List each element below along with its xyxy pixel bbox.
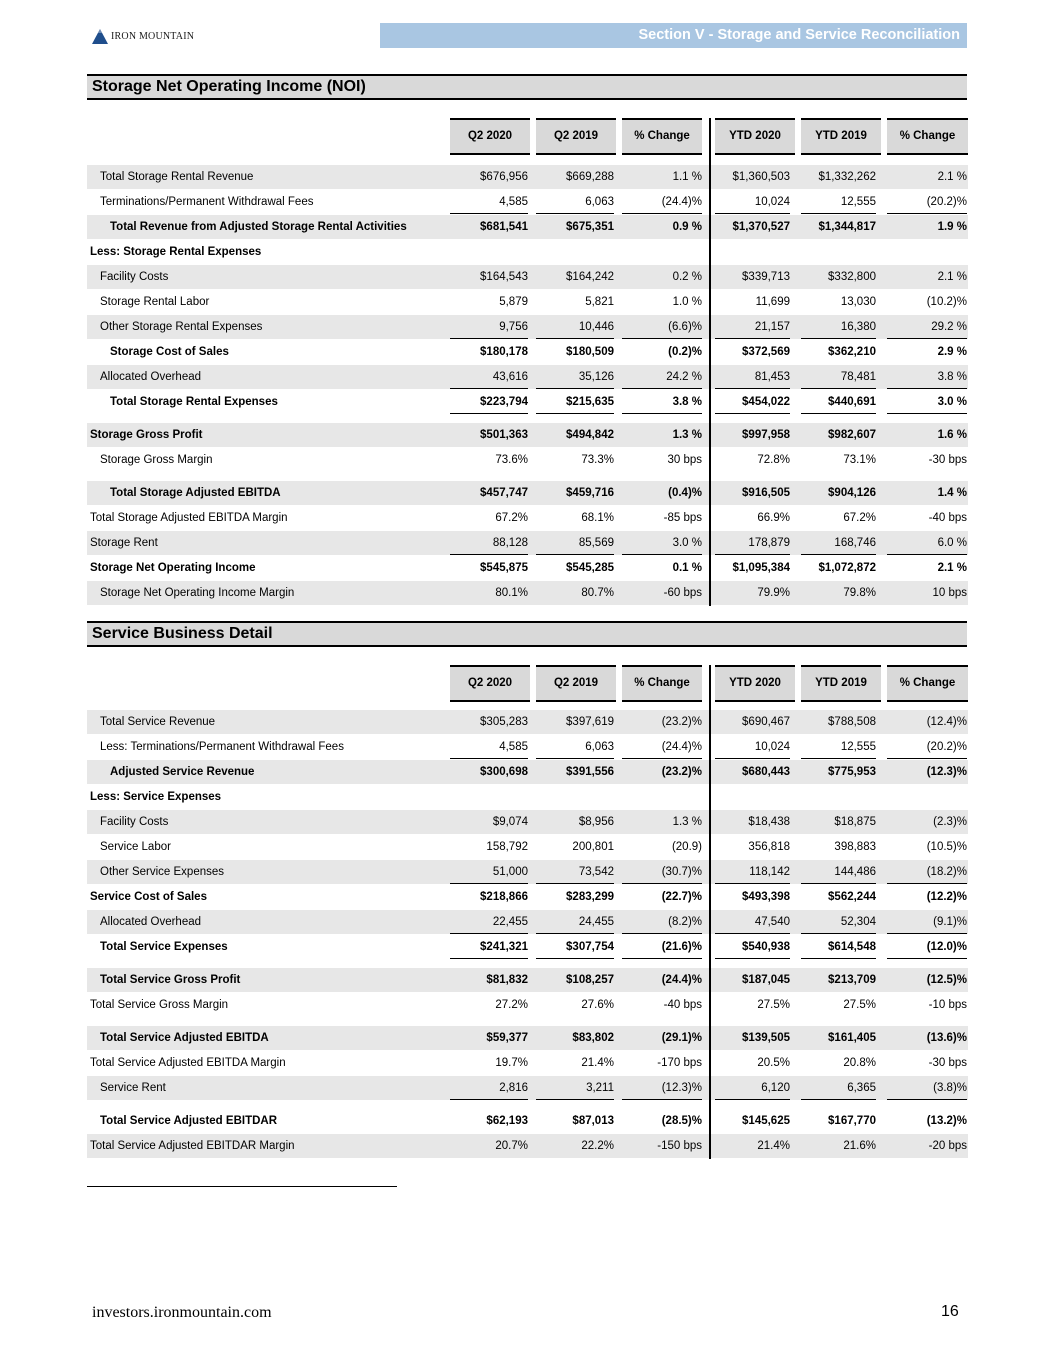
- cell-ytd-2020: $540,938: [715, 935, 790, 959]
- cell-q2-2020: 158,792: [486, 841, 528, 853]
- cell-q2-change: 1.0 %: [672, 296, 702, 308]
- cell-q2-change: (24.4)%: [622, 190, 702, 214]
- row-label: Storage Cost of Sales: [110, 346, 229, 358]
- cell-ytd-2019: 168,746: [801, 531, 876, 555]
- cell-ytd-2019: $775,953: [828, 766, 876, 778]
- cell-ytd-change: 1.6 %: [937, 429, 967, 441]
- cell-ytd-2020: 20.5%: [757, 1057, 790, 1069]
- cell-ytd-2019: 13,030: [840, 296, 876, 308]
- cell-q2-2020: 22,455: [450, 910, 528, 934]
- storage-header-ytd-2019: YTD 2019: [801, 118, 881, 155]
- cell-q2-2019: $397,619: [566, 716, 614, 728]
- cell-ytd-change: (10.2)%: [926, 296, 967, 308]
- cell-q2-2019: $83,802: [572, 1032, 614, 1044]
- section-banner: Section V - Storage and Service Reconciliation: [380, 23, 967, 48]
- cell-q2-2019: $8,956: [578, 816, 614, 828]
- service-column-header-row: [87, 665, 968, 702]
- cell-q2-change: (21.6)%: [622, 935, 702, 959]
- cell-ytd-2019: 144,486: [801, 860, 876, 884]
- row-label: Total Storage Adjusted EBITDA: [110, 487, 281, 499]
- cell-q2-change: (23.2)%: [661, 766, 702, 778]
- cell-q2-2019: 80.7%: [581, 587, 614, 599]
- cell-q2-2020: 27.2%: [495, 999, 528, 1011]
- cell-ytd-2020: $493,398: [742, 891, 790, 903]
- cell-ytd-2020: 10,024: [715, 190, 790, 214]
- table-row: [87, 365, 968, 389]
- cell-q2-2020: $305,283: [480, 716, 528, 728]
- table-row: [87, 340, 968, 364]
- cell-q2-change: -170 bps: [657, 1057, 702, 1069]
- cell-q2-2019: 200,801: [572, 841, 614, 853]
- row-label: Total Storage Rental Revenue: [100, 171, 254, 183]
- table-row: [87, 265, 968, 289]
- cell-q2-2020: $501,363: [480, 429, 528, 441]
- cell-q2-2020: $81,832: [486, 974, 528, 986]
- cell-q2-2019: $164,242: [566, 271, 614, 283]
- cell-ytd-2020: 21,157: [715, 315, 790, 339]
- cell-q2-2019: $215,635: [536, 390, 614, 414]
- cell-ytd-change: 29.2 %: [887, 315, 967, 339]
- cell-ytd-2020: 118,142: [715, 860, 790, 884]
- cell-ytd-change: (12.3)%: [926, 766, 967, 778]
- table-row: [87, 1051, 968, 1075]
- cell-q2-2019: 22.2%: [581, 1140, 614, 1152]
- cell-ytd-change: (12.0)%: [887, 935, 967, 959]
- cell-q2-2019: $108,257: [566, 974, 614, 986]
- table-row: [87, 215, 968, 239]
- cell-q2-2020: 4,585: [450, 735, 528, 759]
- table-row: [87, 1134, 968, 1158]
- cell-q2-2020: $300,698: [480, 766, 528, 778]
- cell-ytd-2020: 66.9%: [757, 512, 790, 524]
- cell-ytd-2019: 16,380: [801, 315, 876, 339]
- table-row: [87, 423, 968, 447]
- row-label: Facility Costs: [100, 271, 169, 283]
- row-label: Service Cost of Sales: [90, 891, 207, 903]
- cell-ytd-change: 1.4 %: [937, 487, 967, 499]
- cell-ytd-2020: 47,540: [715, 910, 790, 934]
- cell-ytd-2020: $187,045: [742, 974, 790, 986]
- cell-q2-2020: 2,816: [450, 1076, 528, 1100]
- cell-q2-2020: $180,178: [480, 346, 528, 358]
- row-label: Total Service Adjusted EBITDAR Margin: [90, 1140, 295, 1152]
- cell-q2-2019: $283,299: [566, 891, 614, 903]
- footnote-divider: [87, 1186, 397, 1187]
- mountain-logo-icon: [92, 29, 108, 44]
- table-row: [87, 481, 968, 505]
- cell-ytd-2020: 72.8%: [757, 454, 790, 466]
- storage-header-ytd-2020: YTD 2020: [715, 118, 795, 155]
- cell-q2-2020: $62,193: [486, 1115, 528, 1127]
- cell-q2-change: (20.9): [671, 841, 702, 853]
- cell-ytd-2019: $788,508: [828, 716, 876, 728]
- cell-ytd-2020: $139,505: [742, 1032, 790, 1044]
- service-header-ytd-2020: YTD 2020: [715, 665, 795, 702]
- cell-q2-2019: $87,013: [572, 1115, 614, 1127]
- storage-header-ytd-change: % Change: [887, 118, 968, 155]
- table-row: [87, 240, 968, 264]
- cell-ytd-change: (12.5)%: [926, 974, 967, 986]
- cell-q2-change: 0.1 %: [672, 562, 702, 574]
- table-row: [87, 315, 968, 339]
- cell-q2-2019: 73.3%: [581, 454, 614, 466]
- cell-ytd-2019: 27.5%: [843, 999, 876, 1011]
- table-row: [87, 710, 968, 734]
- cell-ytd-2020: 6,120: [715, 1076, 790, 1100]
- storage-header-q2-2020: Q2 2020: [450, 118, 530, 155]
- cell-q2-2019: 24,455: [536, 910, 614, 934]
- table-row: [87, 910, 968, 934]
- cell-ytd-2019: $562,244: [828, 891, 876, 903]
- table-row: [87, 448, 968, 472]
- cell-ytd-2020: 27.5%: [757, 999, 790, 1011]
- cell-ytd-2020: $18,438: [748, 816, 790, 828]
- storage-header-q2-change: % Change: [622, 118, 702, 155]
- cell-q2-2019: $307,754: [536, 935, 614, 959]
- cell-ytd-change: (13.6)%: [926, 1032, 967, 1044]
- cell-ytd-2020: 79.9%: [757, 587, 790, 599]
- cell-q2-2020: $164,543: [480, 271, 528, 283]
- cell-q2-2019: 6,063: [536, 190, 614, 214]
- table-row: [87, 968, 968, 992]
- cell-q2-2019: $545,285: [566, 562, 614, 574]
- cell-q2-2020: 73.6%: [495, 454, 528, 466]
- row-label: Less: Terminations/Permanent Withdrawal Fees: [100, 741, 344, 753]
- cell-ytd-2019: 78,481: [801, 365, 876, 389]
- cell-q2-2020: $545,875: [480, 562, 528, 574]
- row-label: Total Service Adjusted EBITDA: [100, 1032, 269, 1044]
- cell-ytd-change: -20 bps: [928, 1140, 967, 1152]
- cell-ytd-2019: $614,548: [801, 935, 876, 959]
- cell-q2-2019: 85,569: [536, 531, 614, 555]
- cell-ytd-2019: $904,126: [828, 487, 876, 499]
- cell-q2-change: (0.2)%: [668, 346, 702, 358]
- table-row: [87, 531, 968, 555]
- cell-ytd-2020: 10,024: [715, 735, 790, 759]
- cell-q2-2019: $675,351: [566, 221, 614, 233]
- row-label: Storage Rent: [90, 537, 158, 549]
- cell-q2-change: (29.1)%: [661, 1032, 702, 1044]
- cell-ytd-change: 2.1 %: [937, 271, 967, 283]
- cell-q2-2019: $180,509: [566, 346, 614, 358]
- cell-ytd-2019: $1,072,872: [818, 562, 876, 574]
- cell-ytd-2019: 73.1%: [843, 454, 876, 466]
- row-label: Total Service Expenses: [100, 941, 228, 953]
- row-label: Service Labor: [100, 841, 171, 853]
- cell-q2-change: (30.7)%: [622, 860, 702, 884]
- cell-ytd-change: 2.9 %: [937, 346, 967, 358]
- storage-section-title: Storage Net Operating Income (NOI): [87, 74, 967, 100]
- row-label: Less: Storage Rental Expenses: [90, 246, 262, 258]
- cell-ytd-change: (12.4)%: [926, 716, 967, 728]
- service-header-ytd-change: % Change: [887, 665, 968, 702]
- cell-q2-2020: 20.7%: [495, 1140, 528, 1152]
- cell-q2-change: -40 bps: [663, 999, 702, 1011]
- cell-ytd-2020: 178,879: [715, 531, 790, 555]
- row-label: Service Rent: [100, 1082, 166, 1094]
- cell-q2-2019: $459,716: [566, 487, 614, 499]
- service-period-separator: [709, 665, 711, 1159]
- cell-q2-2019: 35,126: [536, 365, 614, 389]
- cell-ytd-change: (2.3)%: [933, 816, 967, 828]
- cell-ytd-change: (13.2)%: [926, 1115, 967, 1127]
- cell-ytd-2020: $916,505: [742, 487, 790, 499]
- cell-q2-2019: 10,446: [536, 315, 614, 339]
- cell-ytd-2020: $145,625: [742, 1115, 790, 1127]
- row-label: Other Storage Rental Expenses: [100, 321, 263, 333]
- service-section-title: Service Business Detail: [87, 621, 967, 647]
- table-row: [87, 506, 968, 530]
- company-logo: [92, 27, 194, 45]
- cell-ytd-change: 10 bps: [932, 587, 967, 599]
- cell-ytd-2019: $440,691: [801, 390, 876, 414]
- cell-ytd-change: (9.1)%: [887, 910, 967, 934]
- cell-ytd-change: 6.0 %: [887, 531, 967, 555]
- table-row: [87, 760, 968, 784]
- row-label: Storage Rental Labor: [100, 296, 210, 308]
- cell-ytd-change: -30 bps: [928, 454, 967, 466]
- cell-q2-2020: $59,377: [486, 1032, 528, 1044]
- table-row: [87, 581, 968, 605]
- cell-q2-2020: $457,747: [480, 487, 528, 499]
- row-label: Allocated Overhead: [100, 371, 202, 383]
- service-header-q2-2020: Q2 2020: [450, 665, 530, 702]
- service-header-ytd-2019: YTD 2019: [801, 665, 881, 702]
- row-label: Total Revenue from Adjusted Storage Rental Activities: [110, 221, 407, 233]
- cell-q2-change: (0.4)%: [668, 487, 702, 499]
- cell-q2-change: -85 bps: [663, 512, 702, 524]
- cell-q2-2020: $223,794: [450, 390, 528, 414]
- table-row: [87, 935, 968, 959]
- cell-ytd-change: (10.5)%: [926, 841, 967, 853]
- footer-url[interactable]: investors.ironmountain.com: [92, 1304, 272, 1321]
- cell-ytd-change: 1.9 %: [937, 221, 967, 233]
- table-row: [87, 1026, 968, 1050]
- cell-ytd-2020: 356,818: [748, 841, 790, 853]
- cell-ytd-change: -30 bps: [928, 1057, 967, 1069]
- cell-ytd-2019: $167,770: [828, 1115, 876, 1127]
- cell-ytd-2020: $680,443: [742, 766, 790, 778]
- cell-ytd-change: 2.1 %: [937, 562, 967, 574]
- row-label: Storage Gross Margin: [100, 454, 213, 466]
- cell-q2-2020: 51,000: [450, 860, 528, 884]
- cell-q2-2019: 68.1%: [581, 512, 614, 524]
- storage-header-q2-2019: Q2 2019: [536, 118, 616, 155]
- cell-q2-change: (12.3)%: [622, 1076, 702, 1100]
- cell-ytd-2020: $997,958: [742, 429, 790, 441]
- cell-ytd-change: (12.2)%: [926, 891, 967, 903]
- row-label: Total Storage Adjusted EBITDA Margin: [90, 512, 288, 524]
- cell-q2-change: 1.3 %: [672, 816, 702, 828]
- cell-ytd-2019: $18,875: [834, 816, 876, 828]
- cell-ytd-2019: 52,304: [801, 910, 876, 934]
- table-row: [87, 190, 968, 214]
- cell-q2-change: (6.6)%: [622, 315, 702, 339]
- cell-q2-change: 30 bps: [667, 454, 702, 466]
- cell-q2-2020: 4,585: [450, 190, 528, 214]
- cell-ytd-2019: $213,709: [828, 974, 876, 986]
- cell-ytd-change: 2.1 %: [937, 171, 967, 183]
- table-row: [87, 290, 968, 314]
- cell-q2-change: 0.9 %: [672, 221, 702, 233]
- cell-ytd-change: (20.2)%: [887, 735, 967, 759]
- table-row: [87, 810, 968, 834]
- cell-q2-2019: 27.6%: [581, 999, 614, 1011]
- cell-q2-change: (24.4)%: [661, 974, 702, 986]
- cell-ytd-change: 3.0 %: [887, 390, 967, 414]
- cell-ytd-change: -40 bps: [928, 512, 967, 524]
- cell-ytd-2019: 398,883: [834, 841, 876, 853]
- cell-q2-2020: $681,541: [480, 221, 528, 233]
- cell-ytd-2020: $454,022: [715, 390, 790, 414]
- cell-ytd-2019: 12,555: [801, 190, 876, 214]
- cell-q2-2020: 9,756: [450, 315, 528, 339]
- cell-q2-2020: $9,074: [492, 816, 528, 828]
- cell-ytd-2020: $690,467: [742, 716, 790, 728]
- cell-ytd-2019: 20.8%: [843, 1057, 876, 1069]
- table-row: [87, 885, 968, 909]
- cell-ytd-2020: $1,370,527: [732, 221, 790, 233]
- cell-ytd-2020: 81,453: [715, 365, 790, 389]
- cell-ytd-2019: 12,555: [801, 735, 876, 759]
- cell-q2-change: 3.0 %: [622, 531, 702, 555]
- cell-q2-2020: 67.2%: [495, 512, 528, 524]
- cell-ytd-2020: 11,699: [755, 296, 790, 308]
- cell-ytd-change: -10 bps: [928, 999, 967, 1011]
- cell-q2-2019: 73,542: [536, 860, 614, 884]
- row-label: Adjusted Service Revenue: [110, 766, 255, 778]
- cell-q2-change: (22.7)%: [661, 891, 702, 903]
- row-label: Less: Service Expenses: [90, 791, 222, 803]
- cell-q2-change: (28.5)%: [661, 1115, 702, 1127]
- table-row: [87, 735, 968, 759]
- row-label: Total Storage Rental Expenses: [110, 396, 278, 408]
- cell-q2-2020: 80.1%: [495, 587, 528, 599]
- service-header-q2-2019: Q2 2019: [536, 665, 616, 702]
- row-label: Other Service Expenses: [100, 866, 225, 878]
- row-label: Storage Gross Profit: [90, 429, 203, 441]
- cell-ytd-2020: 21.4%: [757, 1140, 790, 1152]
- cell-ytd-change: 3.8 %: [887, 365, 967, 389]
- cell-ytd-change: (3.8)%: [887, 1076, 967, 1100]
- table-row: [87, 390, 968, 414]
- row-label: Total Service Adjusted EBITDAR: [100, 1115, 278, 1127]
- row-label: Facility Costs: [100, 816, 169, 828]
- row-label: Storage Net Operating Income Margin: [100, 587, 295, 599]
- cell-ytd-2020: $1,095,384: [732, 562, 790, 574]
- cell-q2-change: -150 bps: [657, 1140, 702, 1152]
- cell-ytd-2019: $982,607: [828, 429, 876, 441]
- cell-q2-2020: 43,616: [450, 365, 528, 389]
- cell-q2-2020: 19.7%: [495, 1057, 528, 1069]
- cell-q2-2020: $218,866: [480, 891, 528, 903]
- cell-q2-change: 24.2 %: [622, 365, 702, 389]
- table-row: [87, 785, 968, 809]
- cell-q2-2020: $676,956: [480, 171, 528, 183]
- row-label: Total Service Revenue: [100, 716, 216, 728]
- row-label: Total Service Adjusted EBITDA Margin: [90, 1057, 286, 1069]
- cell-ytd-2019: 21.6%: [843, 1140, 876, 1152]
- row-label: Allocated Overhead: [100, 916, 202, 928]
- cell-q2-2020: 5,879: [499, 296, 528, 308]
- cell-ytd-2020: $1,360,503: [732, 171, 790, 183]
- table-row: [87, 556, 968, 580]
- cell-q2-change: (8.2)%: [622, 910, 702, 934]
- table-row: [87, 1109, 968, 1133]
- cell-ytd-2019: $332,800: [828, 271, 876, 283]
- cell-q2-change: 1.1 %: [672, 171, 702, 183]
- table-row: [87, 835, 968, 859]
- cell-ytd-change: (18.2)%: [887, 860, 967, 884]
- cell-q2-2019: $391,556: [566, 766, 614, 778]
- cell-q2-2019: $494,842: [566, 429, 614, 441]
- cell-ytd-change: (20.2)%: [887, 190, 967, 214]
- cell-q2-2020: 88,128: [450, 531, 528, 555]
- page-number: 16: [941, 1303, 959, 1320]
- logo-text: IRON MOUNTAIN: [111, 30, 195, 42]
- storage-column-header-row: [87, 118, 968, 155]
- cell-ytd-2020: $372,569: [742, 346, 790, 358]
- cell-ytd-2020: $339,713: [742, 271, 790, 283]
- row-label: Total Service Gross Margin: [90, 999, 229, 1011]
- cell-q2-2020: $241,321: [450, 935, 528, 959]
- row-label: Total Service Gross Profit: [100, 974, 241, 986]
- row-label: Storage Net Operating Income: [90, 562, 256, 574]
- cell-q2-change: 1.3 %: [672, 429, 702, 441]
- cell-q2-change: -60 bps: [663, 587, 702, 599]
- table-row: [87, 860, 968, 884]
- cell-q2-2019: 5,821: [585, 296, 614, 308]
- cell-q2-change: 0.2 %: [672, 271, 702, 283]
- cell-q2-2019: 6,063: [536, 735, 614, 759]
- service-header-q2-change: % Change: [622, 665, 702, 702]
- cell-ytd-2019: $1,332,262: [818, 171, 876, 183]
- row-label: Terminations/Permanent Withdrawal Fees: [100, 196, 314, 208]
- cell-ytd-2019: 6,365: [801, 1076, 876, 1100]
- cell-q2-2019: 3,211: [536, 1076, 614, 1100]
- table-row: [87, 993, 968, 1017]
- cell-ytd-2019: 67.2%: [843, 512, 876, 524]
- table-row: [87, 165, 968, 189]
- storage-period-separator: [709, 118, 711, 606]
- cell-ytd-2019: $362,210: [828, 346, 876, 358]
- cell-q2-change: 3.8 %: [622, 390, 702, 414]
- cell-q2-2019: 21.4%: [581, 1057, 614, 1069]
- cell-ytd-2019: $1,344,817: [818, 221, 876, 233]
- cell-q2-change: (24.4)%: [622, 735, 702, 759]
- cell-q2-change: (23.2)%: [661, 716, 702, 728]
- cell-ytd-2019: $161,405: [828, 1032, 876, 1044]
- table-row: [87, 1076, 968, 1100]
- cell-q2-2019: $669,288: [566, 171, 614, 183]
- cell-ytd-2019: 79.8%: [843, 587, 876, 599]
